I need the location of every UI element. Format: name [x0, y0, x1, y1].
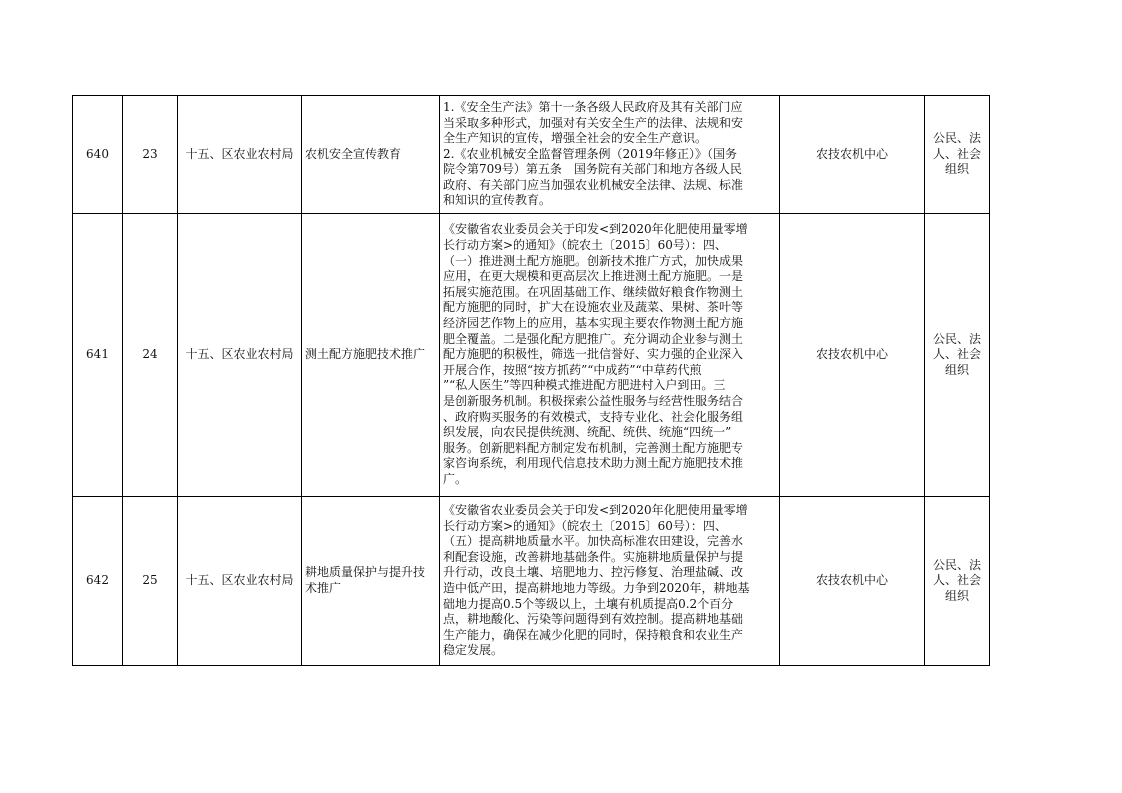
- target-cell: 公民、法人、社会组织: [925, 214, 990, 497]
- basis-line: 利配套设施，改善耕地基础条件。实施耕地质量保护与提: [443, 549, 744, 564]
- basis-line: 配方施肥的同时，扩大在设施农业及蔬菜、果树、茶叶等: [443, 300, 744, 315]
- target-cell: 公民、法人、社会组织: [925, 497, 990, 666]
- responsible-unit-cell: 农技农机中心: [780, 214, 925, 497]
- basis-line: 稳定发展。: [443, 643, 504, 658]
- basis-line: ”“私人医生”等四种模式推进配方肥进村入户到田。三: [443, 378, 726, 393]
- basis-line: 础地力提高0.5个等级以上，土壤有机质提高0.2个百分: [443, 596, 734, 611]
- basis-line: 和知识的宣传教育。: [443, 193, 552, 208]
- department-cell: 十五、区农业农村局: [178, 497, 302, 666]
- basis-line: 织发展，向农民提供统测、统配、统供、统施“四统一”: [443, 425, 732, 440]
- basis-line: 拓展实施范围。在巩固基础工作、继续做好粮食作物测土: [443, 284, 744, 299]
- basis-line: 政府、有关部门应当加强农业机械安全法律、法规、标准: [443, 177, 744, 192]
- sub-seq-cell: 23: [123, 96, 178, 214]
- basis-line: 点，耕地酸化、污染等问题得到有效控制。提高耕地基础: [443, 612, 744, 627]
- basis-line: 升行动，改良土壤、培肥地力、控污修复、治理盐碱、改: [443, 565, 744, 580]
- basis-line: 院令第709号）第五条 国务院有关部门和地方各级人民: [443, 162, 742, 177]
- seq-cell: 640: [73, 96, 123, 214]
- basis-cell: [440, 96, 780, 214]
- sub-seq-cell: 24: [123, 214, 178, 497]
- basis-line: 服务。创新肥料配方制定发布机制，完善测土配方施肥专: [443, 440, 744, 455]
- responsible-unit-cell: 农技农机中心: [780, 96, 925, 214]
- basis-line: 家咨询系统，利用现代信息技术助力测土配方施肥技术推: [443, 456, 744, 471]
- sub-seq-cell: 25: [123, 497, 178, 666]
- item-name-cell: 测土配方施肥技术推广: [302, 214, 440, 497]
- basis-line: 开展合作，按照“按方抓药”“中成药”“中草药代煎: [443, 362, 702, 377]
- basis-line: 是创新服务机制。积极探索公益性服务与经营性服务结合: [443, 393, 744, 408]
- basis-line: 生产能力，确保在减少化肥的同时，保持粮食和农业生产: [443, 627, 744, 642]
- table-row: [73, 497, 990, 666]
- department-cell: 十五、区农业农村局: [178, 214, 302, 497]
- basis-line: 肥全覆盖。二是强化配方肥推广。充分调动企业参与测土: [443, 331, 744, 346]
- basis-line: 造中低产田，提高耕地地力等级。力争到2020年，耕地基: [443, 581, 750, 595]
- basis-line: 1.《安全生产法》第十一条各级人民政府及其有关部门应: [443, 99, 743, 114]
- basis-line: 《安徽省农业委员会关于印发<到2020年化肥使用量零增: [443, 222, 748, 237]
- basis-line: 长行动方案>的通知》（皖农土〔2015〕60号）：四、: [443, 238, 727, 253]
- basis-line: 当采取多种形式，加强对有关安全生产的法律、法规和安: [443, 115, 744, 130]
- table-row: [73, 214, 990, 497]
- basis-line: （五）提高耕地质量水平。加快高标准农田建设，完善水: [443, 534, 744, 549]
- service-items-table: [72, 95, 990, 666]
- basis-line: 2.《农业机械安全监督管理条例（2019年修正）》（国务: [443, 146, 737, 161]
- basis-line: 《安徽省农业委员会关于印发<到2020年化肥使用量零增: [443, 503, 748, 518]
- basis-line: （一）推进测土配方施肥。创新技术推广方式，加快成果: [443, 253, 744, 268]
- seq-cell: 642: [73, 497, 123, 666]
- table-row: [73, 96, 990, 214]
- target-cell: 公民、法人、社会组织: [925, 96, 990, 214]
- basis-cell: [440, 214, 780, 497]
- basis-line: 全生产知识的宣传，增强全社会的安全生产意识。: [443, 131, 708, 146]
- seq-cell: 641: [73, 214, 123, 497]
- responsible-unit-cell: 农技农机中心: [780, 497, 925, 666]
- basis-line: 长行动方案>的通知》（皖农土〔2015〕60号）：四、: [443, 518, 727, 533]
- basis-line: 配方施肥的积极性，筛选一批信誉好、实力强的企业深入: [443, 347, 744, 362]
- basis-line: 广。: [443, 471, 468, 486]
- basis-line: 应用，在更大规模和更高层次上推进测土配方施肥。一是: [443, 269, 744, 284]
- department-cell: 十五、区农业农村局: [178, 96, 302, 214]
- item-name-cell: 农机安全宣传教育: [302, 96, 440, 214]
- basis-cell: [440, 497, 780, 666]
- basis-line: 、政府购买服务的有效模式，支持专业化、社会化服务组: [443, 409, 744, 424]
- item-name-cell: 耕地质量保护与提升技术推广: [302, 497, 440, 666]
- basis-line: 经济园艺作物上的应用，基本实现主要农作物测土配方施: [443, 316, 744, 331]
